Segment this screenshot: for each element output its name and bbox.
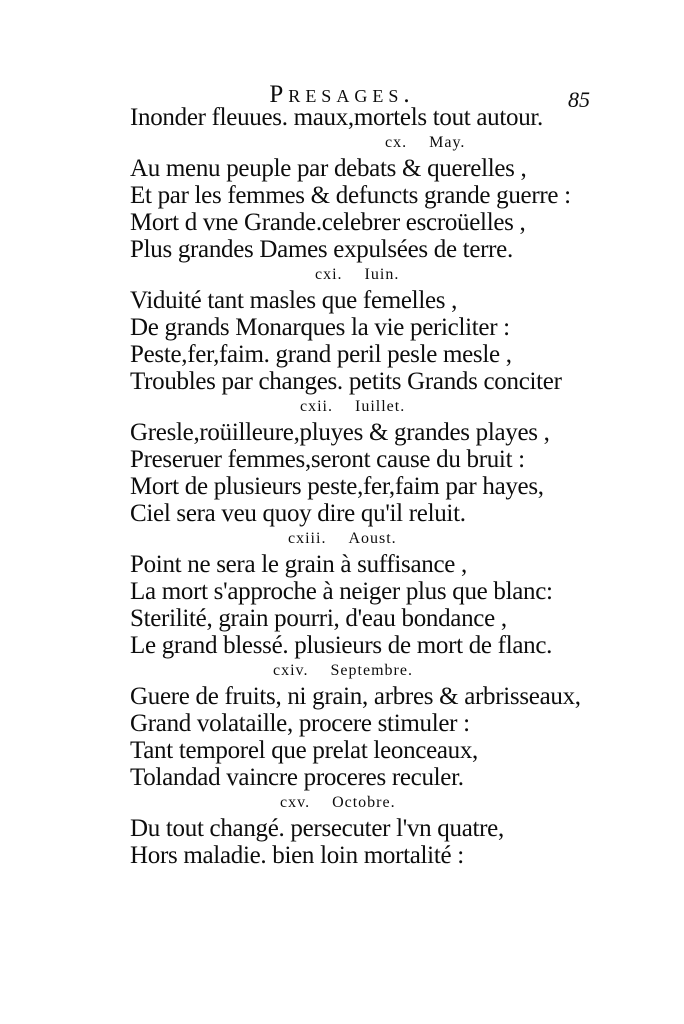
page-number: 85 [568,87,590,112]
verse-line: Au menu peuple par debats & querelles , [130,155,527,182]
verse-line: Le grand blessé. plusieurs de mort de flanc. [130,632,553,659]
verse-line: Mort de plusieurs peste,fer,faim par hayes, [130,473,544,500]
verse-line: Plus grandes Dames expulsées de terre. [130,236,513,263]
quatrain [130,155,650,263]
verse-line: Tolandad vaincre proceres reculer. [130,764,464,791]
quatrain-number: cx. [385,134,408,151]
running-head: Presages. [269,81,415,108]
opening-line: Inonder fleuues. maux,mortels tout autour. [130,104,543,131]
verse-line: Sterilité, grain pourri, d'eau bondance , [130,605,507,632]
quatrain-month: Septembre. [330,662,413,679]
verse-line: Peste,fer,faim. grand peril pesle mesle , [130,341,512,368]
verse-line: Hors maladie. bien loin mortalité : [130,842,464,869]
quatrain-month: May. [429,134,466,151]
verse-line: Et par les femmes & defuncts grande guerre : [130,182,571,209]
verse-line: Gresle,roüilleure,pluyes & grandes playes , [130,419,550,446]
verse-line: Mort d vne Grande.celebrer escroüelles , [130,209,526,236]
quatrain [130,287,650,395]
quatrain-heading [130,791,650,815]
quatrain-heading [130,659,650,683]
quatrain-heading [130,527,650,551]
verse-line: Ciel sera veu quoy dire qu'il reluit. [130,500,466,527]
quatrain [130,683,650,791]
verse-line: Preseruer femmes,seront cause du bruit : [130,446,525,473]
quatrain [130,419,650,527]
verse-line: Point ne sera le grain à suffisance , [130,551,467,578]
quatrain-number: cxii. [300,398,333,415]
quatrain-number: cxiii. [288,530,327,547]
verse-line: La mort s'approche à neiger plus que blanc: [130,578,553,605]
verse-block [130,104,650,869]
quatrain-heading [130,131,650,155]
verse-line: De grands Monarques la vie pericliter : [130,314,510,341]
quatrain-month: Aoust. [348,530,397,547]
verse-line: Du tout changé. persecuter l'vn quatre, [130,815,504,842]
verse-line: Troubles par changes. petits Grands conciter [130,368,562,395]
verse-line: Viduité tant masles que femelles , [130,287,458,314]
quatrain-month: Iuin. [364,266,400,283]
quatrain-number: cxv. [280,794,311,811]
quatrain [130,551,650,659]
verse-line: Guere de fruits, ni grain, arbres & arbrisseaux, [130,683,581,710]
verse-line: Grand volataille, procere stimuler : [130,710,470,737]
quatrain [130,815,650,869]
verse-line: Tant temporel que prelat leonceaux, [130,737,479,764]
quatrain-heading [130,263,650,287]
quatrain-month: Octobre. [332,794,396,811]
quatrain-number: cxi. [315,266,343,283]
quatrain-heading [130,395,650,419]
quatrain-month: Iuillet. [355,398,406,415]
quatrain-number: cxiv. [273,662,309,679]
